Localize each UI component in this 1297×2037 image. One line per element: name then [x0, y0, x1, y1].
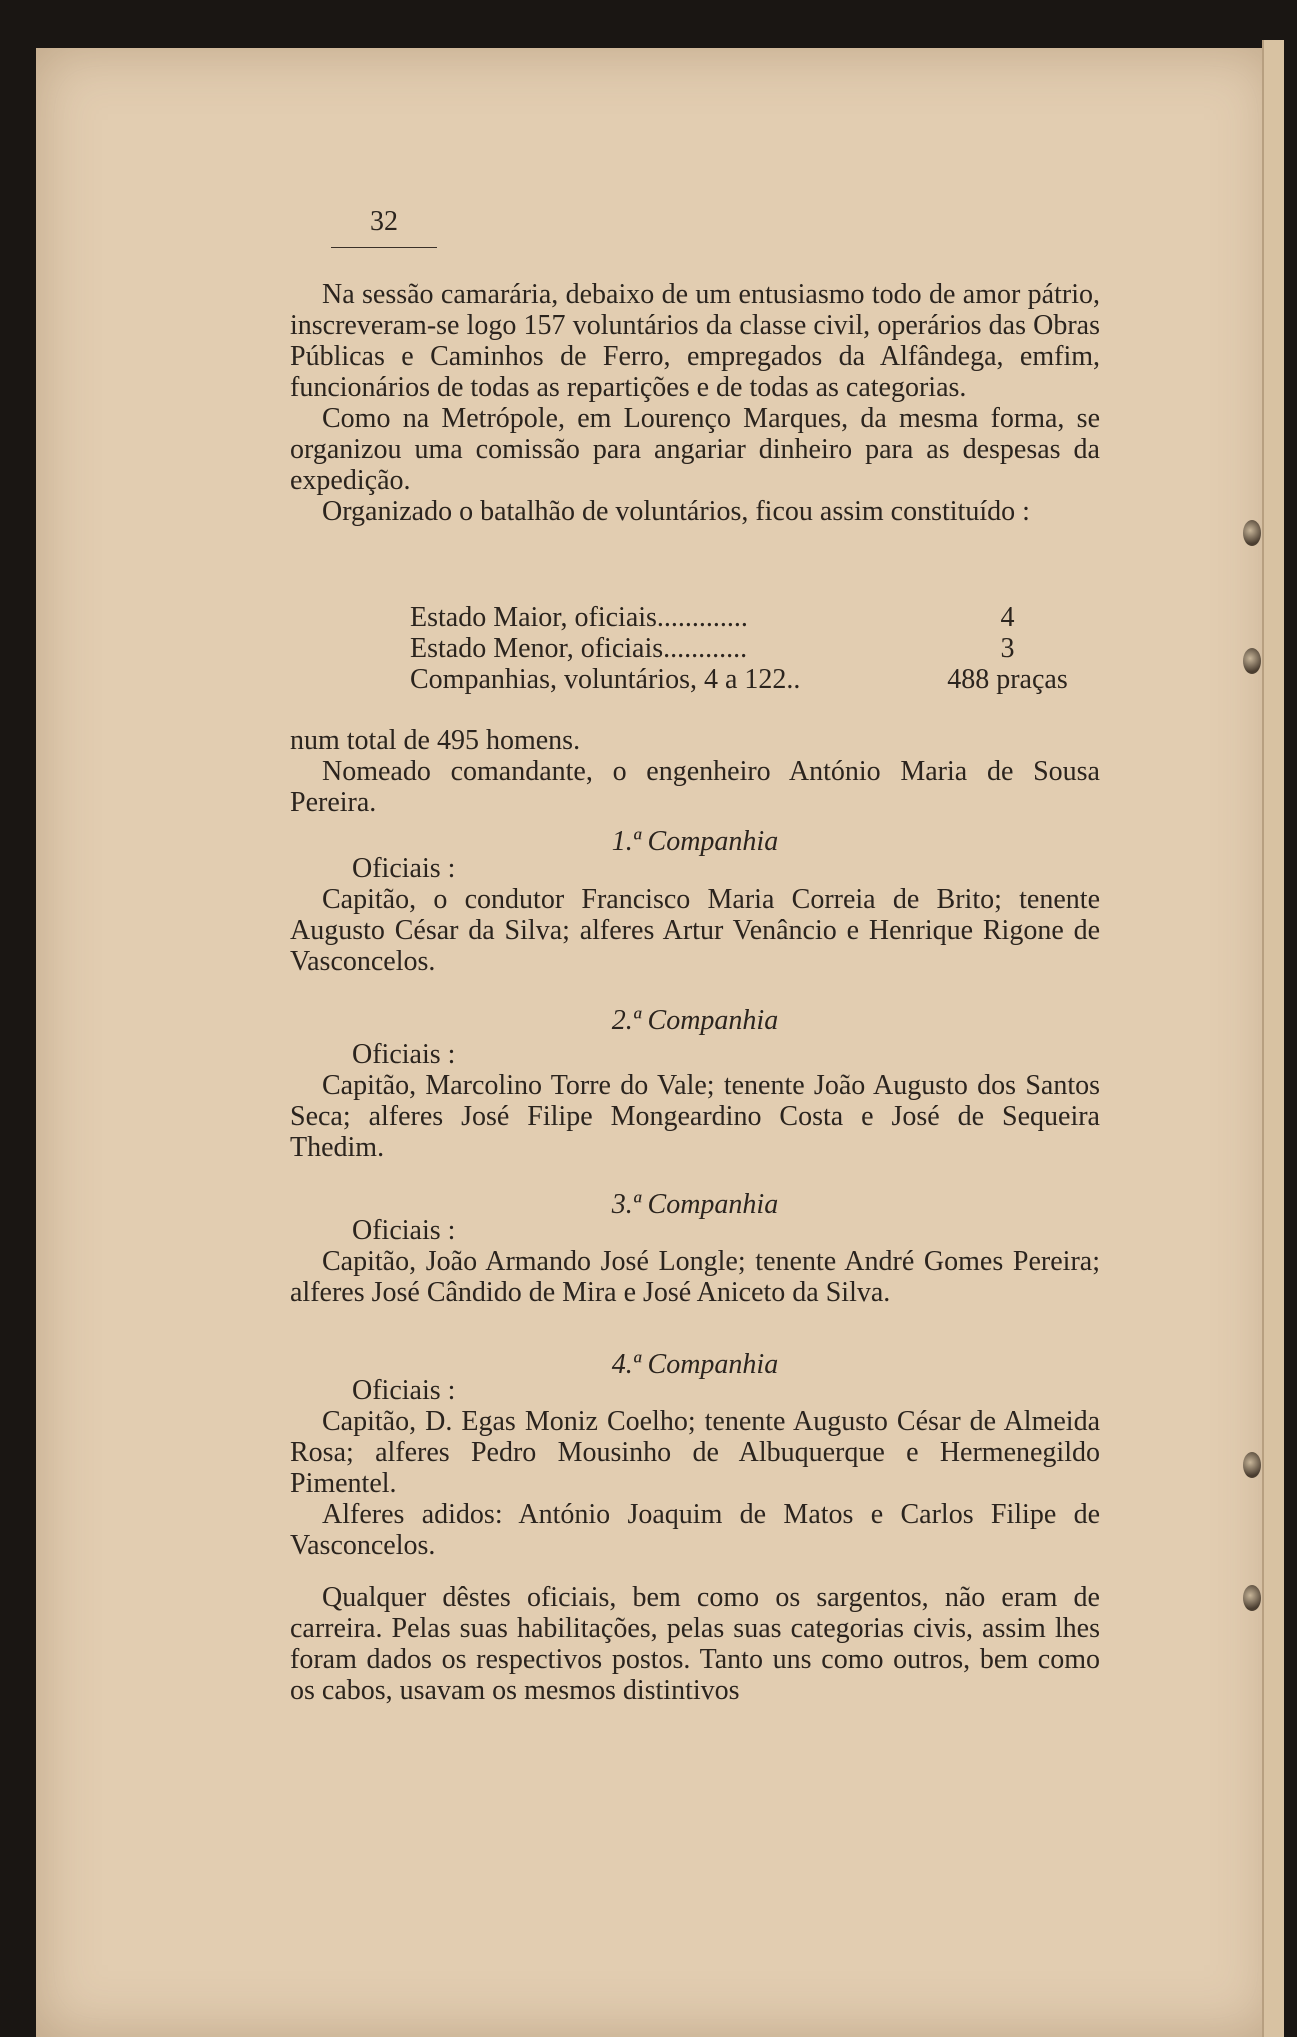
company-heading: 4.ª Companhia: [611, 1349, 779, 1380]
company-heading: 2.ª Companhia: [611, 1005, 779, 1036]
company-heading: 3.ª Companhia: [611, 1189, 779, 1220]
composition-label: Companhias, voluntários, 4 a 122..: [410, 664, 801, 695]
closing-section: [290, 1582, 1100, 1706]
commander-paragraph: Nomeado comandante, o engenheiro António Maria de Sousa Pereira.: [290, 756, 1100, 818]
total-section: [290, 725, 1100, 818]
intro-paragraph: Na sessão camarária, debaixo de um entusiasmo todo de amor pátrio, inscreveram-se logo 157 voluntários da classe civil, operários das Obras Públicas e Caminhos de Ferro, empregados da Alfândega, emfim, funcionários de todas as repartições e de todas as categorias.: [290, 279, 1100, 403]
intro-paragraph: Como na Metrópole, em Lourenço Marques, da mesma forma, se organizou uma comissão para angariar dinheiro para as despesas da expedição.: [290, 403, 1100, 496]
composition-count: 4: [1000, 602, 1015, 633]
page-number: 32: [370, 206, 398, 237]
company-officers: [290, 884, 1100, 977]
composition-count: 488 praças: [947, 664, 1068, 695]
binding-hole: [1243, 1452, 1261, 1478]
officers-text: Capitão, o condutor Francisco Maria Correia de Brito; tenente Augusto César da Silva; alferes Artur Venâncio e Henrique Rigone de Vasconcelos.: [290, 884, 1100, 977]
officers-label: Oficiais :: [352, 1039, 456, 1070]
officers-text: Capitão, João Armando José Longle; tenente André Gomes Pereira; alferes José Cândido de Mira e José Aniceto da Silva.: [290, 1246, 1100, 1308]
page-number-rule: [331, 247, 437, 248]
officers-label: Oficiais :: [352, 1375, 456, 1406]
intro-section: [290, 279, 1100, 527]
composition-row: [410, 602, 1080, 633]
composition-row: [410, 664, 1080, 695]
intro-paragraph: Organizado o batalhão de voluntários, ficou assim constituído :: [322, 496, 1030, 527]
officers-text: Capitão, D. Egas Moniz Coelho; tenente Augusto César de Almeida Rosa; alferes Pedro Mousinho de Albuquerque e Hermenegildo Pimentel.: [290, 1406, 1100, 1499]
composition-count: 3: [1000, 633, 1015, 664]
total-paragraph: num total de 495 homens.: [290, 725, 581, 756]
closing-paragraph: Qualquer dêstes oficiais, bem como os sargentos, não eram de carreira. Pelas suas habilitações, pelas suas categorias civis, assim lhes foram dados os respectivos postos. Tanto uns como outros, bem como os cabos, usavam os mesmos distintivos: [290, 1582, 1100, 1706]
page-edge: [1262, 40, 1284, 2037]
composition-row: [410, 633, 1080, 664]
company-officers: [290, 1070, 1100, 1163]
company-officers: [290, 1406, 1100, 1561]
binding-hole: [1243, 520, 1261, 546]
battalion-composition: [410, 602, 1080, 695]
composition-label: Estado Menor, oficiais............: [410, 633, 748, 664]
company-heading: 1.ª Companhia: [611, 826, 779, 857]
composition-label: Estado Maior, oficiais.............: [410, 602, 748, 633]
company-officers: [290, 1246, 1100, 1308]
binding-hole: [1243, 1585, 1261, 1611]
attached-officers-text: Alferes adidos: António Joaquim de Matos e Carlos Filipe de Vasconcelos.: [290, 1499, 1100, 1561]
officers-label: Oficiais :: [352, 1215, 456, 1246]
binding-hole: [1243, 648, 1261, 674]
officers-text: Capitão, Marcolino Torre do Vale; tenente João Augusto dos Santos Seca; alferes José Filipe Mongeardino Costa e José de Sequeira Thedim.: [290, 1070, 1100, 1163]
officers-label: Oficiais :: [352, 853, 456, 884]
